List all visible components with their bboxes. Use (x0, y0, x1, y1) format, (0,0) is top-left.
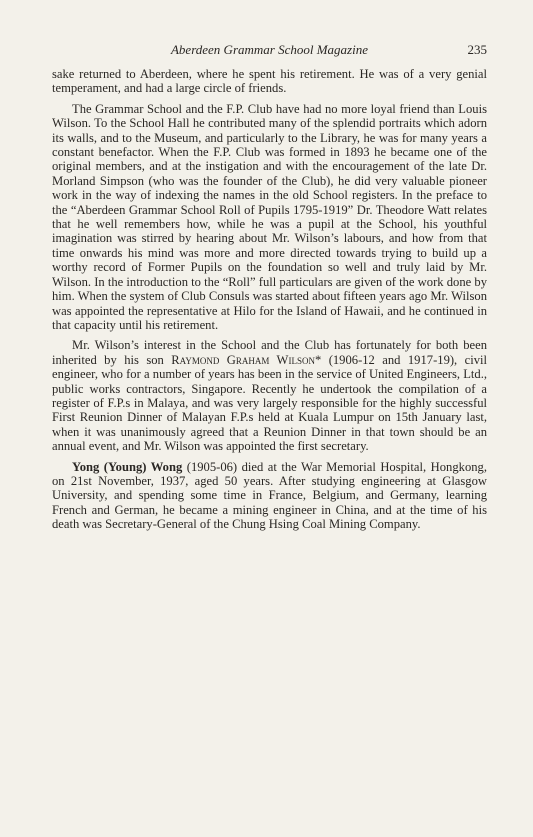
magazine-title: Aberdeen Grammar School Magazine (170, 42, 368, 57)
paragraph-1: sake returned to Aberdeen, where he spent his retirement. He was of a very genial temperament, and had a large circle of friends. (52, 67, 487, 96)
person-name-yong-wong: Yong (Young) Wong (72, 459, 183, 474)
paragraph-2: The Grammar School and the F.P. Club have had no more loyal friend than Louis Wilson. To the School Hall he contributed many of the splendid portraits which adorn its walls, and to the Museum, and particularly to the Library, he was for many years a constant benefactor. When the F.P. Club was formed in 1893 he became one of the original members, and at the instigation and with the encouragement of the late Dr. Morland Simpson (who was the founder of the Club), he did very valuable pioneer work in the way of indexing the names in the old School registers. In the preface to the “Aberdeen Grammar School Roll of Pupils 1795-1919” Dr. Theodore Watt relates that he well remembers how, while he was a pupil at the School, his youthful imagination was stirred by hearing about Mr. Wilson’s labours, and how from that time onwards his mind was more and more directed towards trying to build up a worthy record of Former Pupils on the foundation so well and truly laid by Mr. Wilson. In the introduction to the “Roll” full particulars are given of the work done by him. When the system of Club Consuls was started about fifteen years ago Mr. Wilson was appointed the representative at Hilo for the Island of Hawaii, and he continued in that capacity until his retirement. (52, 101, 487, 332)
paragraph-3 (52, 338, 487, 453)
person-name-raymond-wilson: Raymond Graham Wilson* (171, 352, 322, 367)
paragraph-3-intro: Mr. Wilson’s interest in the School and the Club has fortunately for both been inherited by his son (52, 338, 487, 367)
page-number: 235 (467, 42, 487, 57)
paragraph-4 (52, 460, 487, 532)
running-header (52, 40, 487, 62)
article-body (52, 67, 487, 538)
paragraph-3-rest: (1906-12 and 1917-19), civil engineer, who for a number of years has been in the service of United Engineers, Ltd., public works contractors, Singapore. Recently he undertook the compilation of a register of F.P.s in Malaya, and was very largely responsible for the highly successful First Reunion Dinner of Malayan F.P.s held at Kuala Lumpur on 15th January last, when it was unanimously agreed that a Reunion Dinner in that town should be an annual event, and Mr. Wilson was appointed the first secretary. (52, 352, 488, 454)
paragraph-4-rest: (1905-06) died at the War Memorial Hospital, Hongkong, on 21st November, 1937, aged 50 years. After studying engineering at Glasgow University, and spending some time in France, Belgium, and Germany, learning French and German, he became a mining engineer in China, and at the time of his death was Secretary-General of the Chung Hsing Coal Mining Company. (52, 459, 487, 532)
